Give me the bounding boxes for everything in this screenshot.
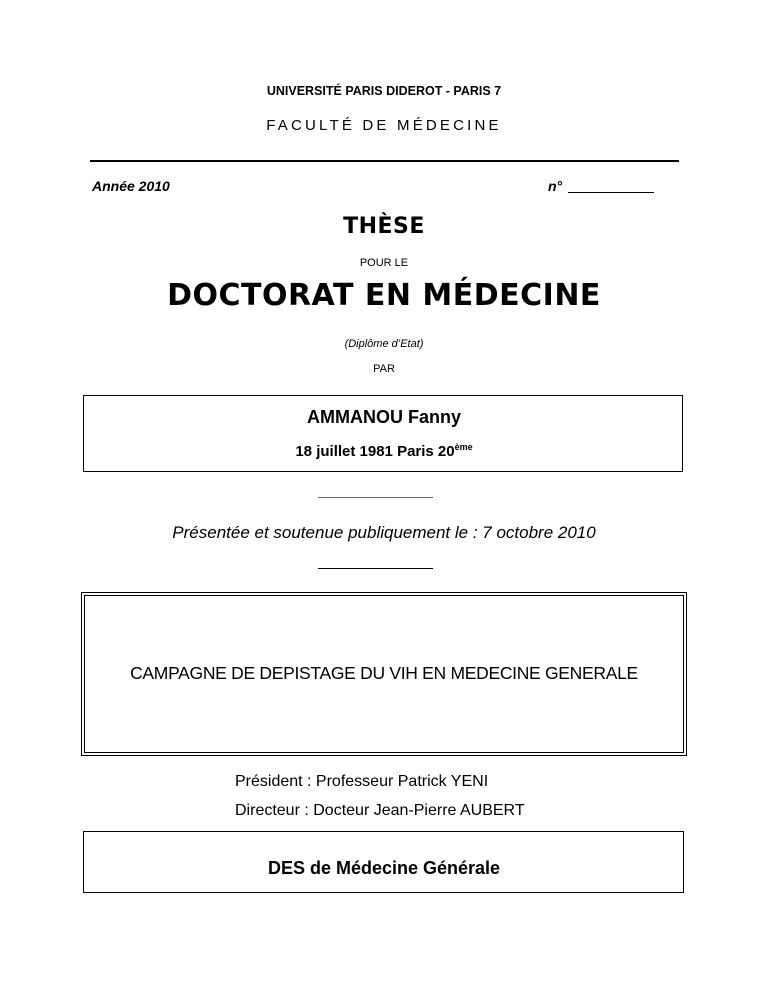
author-name: AMMANOU Fanny xyxy=(307,407,461,427)
jury-president: Président : Professeur Patrick YENI xyxy=(235,773,489,790)
university-name: UNIVERSITÉ PARIS DIDEROT - PARIS 7 xyxy=(266,84,502,98)
doctorat-heading: DOCTORAT EN MÉDECINE xyxy=(167,278,601,313)
year-label: Année 2010 xyxy=(92,178,170,194)
diplome-text: (Diplôme d’Etat) xyxy=(344,338,424,350)
author-birth xyxy=(0,443,768,460)
these-heading: THÈSE xyxy=(343,214,425,239)
defense-date: Présentée et soutenue publiquement le : 7 octobre 2010 xyxy=(172,523,596,542)
thesis-title: CAMPAGNE DE DEPISTAGE DU VIH EN MEDECINE GENERALE xyxy=(130,663,638,683)
pour-le-text: POUR LE xyxy=(359,257,409,269)
separator-bottom xyxy=(318,568,433,569)
author-birth-suffix: ème xyxy=(454,442,473,452)
par-text: PAR xyxy=(373,363,395,375)
thesis-number-blank xyxy=(568,192,654,193)
faculty-name: FACULTÉ DE MÉDECINE xyxy=(266,117,502,134)
des-label: DES de Médecine Générale xyxy=(267,858,501,878)
header-divider xyxy=(90,160,679,162)
thesis-number-label: n° xyxy=(548,178,563,194)
jury-directeur: Directeur : Docteur Jean-Pierre AUBERT xyxy=(235,802,525,819)
author-birth-text: 18 juillet 1981 Paris 20 xyxy=(295,443,455,460)
separator-top xyxy=(318,497,433,498)
